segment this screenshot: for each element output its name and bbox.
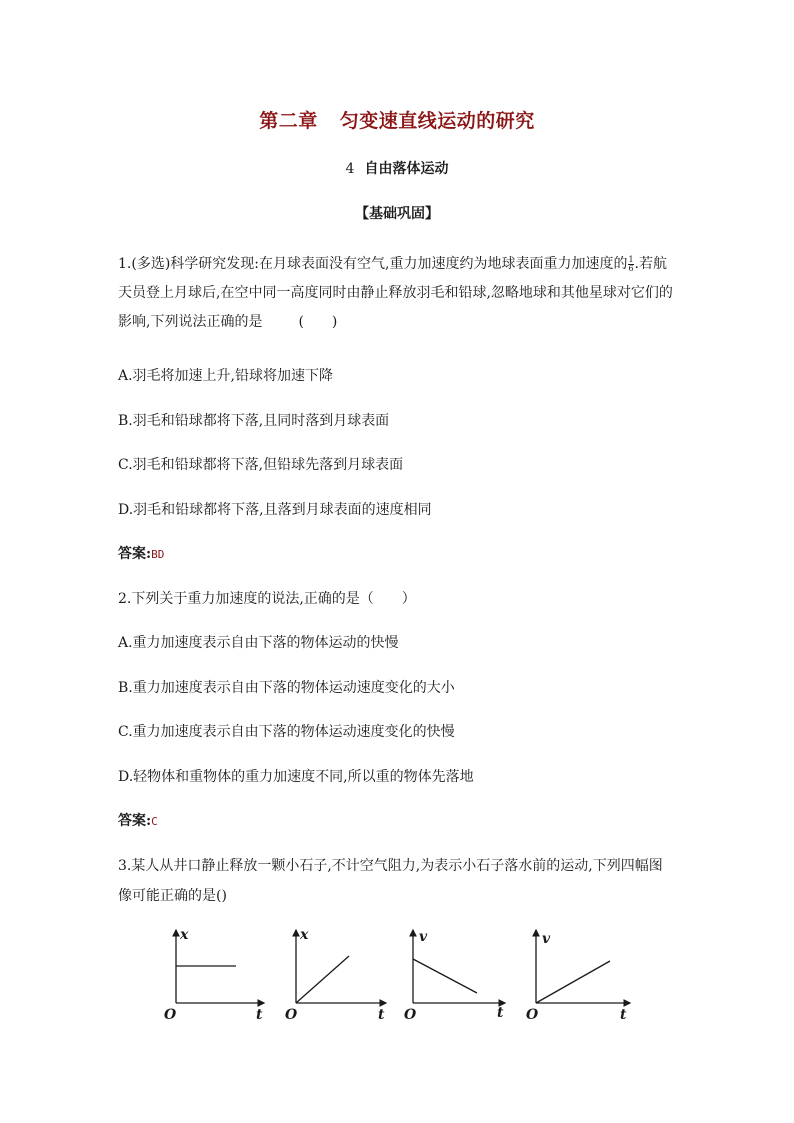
graph-b-xlabel: t	[378, 1007, 385, 1023]
chapter-name: 匀变速直线运动的研究	[339, 110, 535, 132]
q2-option-d: D.轻物体和重物体的重力加速度不同,所以重的物体先落地	[118, 769, 474, 785]
q1-answer	[118, 543, 164, 563]
question-1-stem	[118, 250, 680, 337]
q1-option-a: A.羽毛将加速上升,铅球将加速下降	[118, 368, 334, 384]
graph-d-origin: O	[526, 1007, 539, 1023]
graph-a-xlabel: t	[256, 1007, 263, 1023]
q2-option-b: B.重力加速度表示自由下落的物体运动速度变化的大小	[118, 680, 455, 696]
q2-option-a: A.重力加速度表示自由下落的物体运动的快慢	[118, 635, 399, 651]
q1-stem-part2: .若航天员登上月球后,在空中同一高度同时由静止释放羽毛和铅球,忽略地球和其他星球对它们的影响,下列说法正确的是	[118, 256, 673, 330]
graph-c	[395, 925, 510, 1025]
q1-option-c: C.羽毛和铅球都将下落,但铅球先落到月球表面	[118, 457, 404, 473]
frac-numerator: 1	[628, 254, 634, 264]
graph-d-ylabel: v	[542, 931, 551, 947]
q1-answer-bracket: ( )	[298, 314, 338, 330]
q2-option-c: C.重力加速度表示自由下落的物体运动速度变化的快慢	[118, 724, 455, 740]
subsection-heading: 【基础巩固】	[355, 206, 439, 222]
fraction-one-sixth	[628, 256, 633, 273]
graph-c-xlabel: t	[497, 1005, 504, 1021]
chapter-number: 第二章	[259, 110, 318, 132]
q1-option-b: B.羽毛和铅球都将下落,且同时落到月球表面	[118, 413, 390, 429]
section-number: 4	[345, 161, 355, 177]
graph-a	[160, 925, 270, 1025]
graph-d	[520, 925, 635, 1025]
answer-label: 答案:	[118, 546, 152, 562]
q2-answer	[118, 810, 158, 830]
q1-stem-part1: 1.(多选)科学研究发现:在月球表面没有空气,重力加速度约为地球表面重力加速度的	[118, 256, 628, 272]
section-name: 自由落体运动	[364, 161, 449, 177]
graph-b-origin: O	[285, 1007, 298, 1023]
q1-option-d: D.羽毛和铅球都将下落,且落到月球表面的速度相同	[118, 502, 432, 518]
answer-value: C	[151, 815, 158, 828]
section-title	[0, 158, 794, 178]
graph-c-origin: O	[404, 1007, 417, 1023]
graph-d-line	[536, 961, 610, 1003]
graph-a-ylabel: x	[180, 927, 189, 943]
answer-value: BD	[151, 548, 165, 561]
question-3-stem-line1: 3.某人从井口静止释放一颗小石子,不计空气阻力,为表示小石子落水前的运动,下列四幅图	[118, 858, 663, 874]
graph-b	[280, 925, 390, 1025]
graph-c-line	[413, 959, 477, 993]
question-3-stem-line2: 像可能正确的是()	[118, 888, 227, 904]
graph-d-xlabel: t	[620, 1007, 627, 1023]
graph-b-line	[296, 956, 349, 1003]
graph-b-ylabel: x	[300, 927, 309, 943]
graph-c-ylabel: v	[419, 929, 428, 945]
graph-a-origin: O	[164, 1007, 177, 1023]
answer-label: 答案:	[118, 813, 152, 829]
chapter-title	[0, 106, 794, 133]
frac-denominator: 6	[628, 263, 634, 273]
question-2-stem: 2.下列关于重力加速度的说法,正确的是（ ）	[118, 591, 416, 607]
